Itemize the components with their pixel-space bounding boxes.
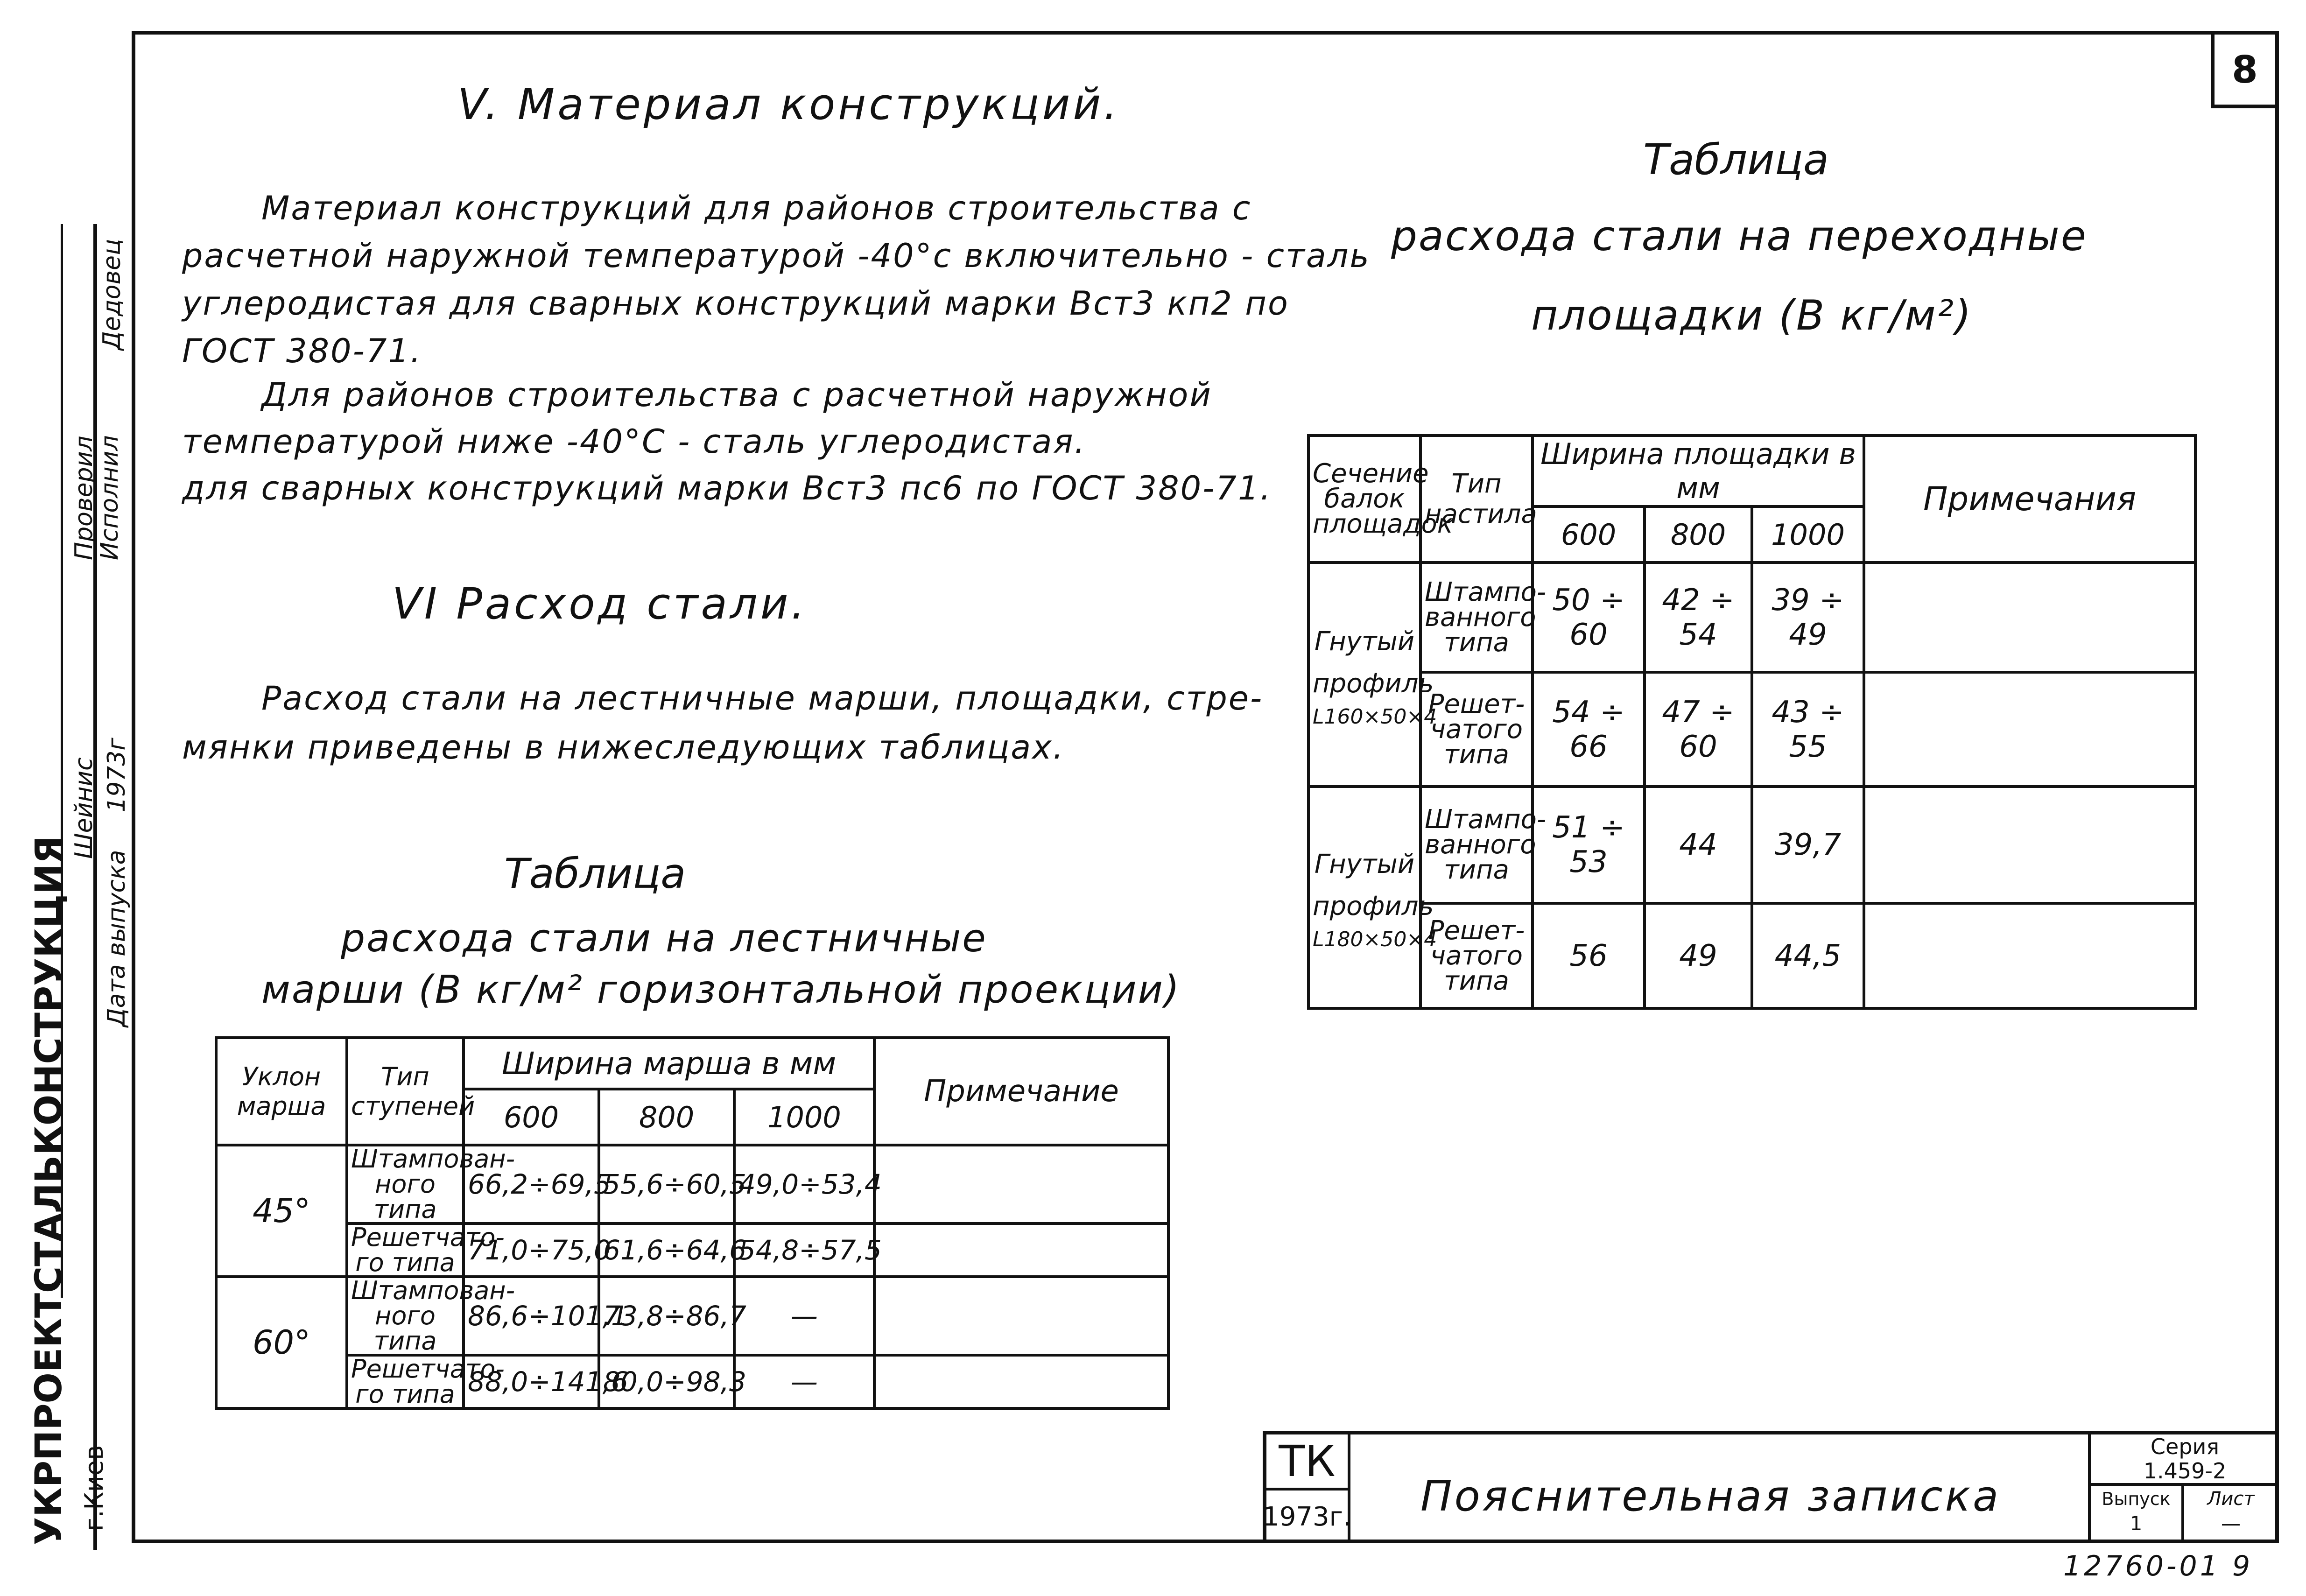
stamp-year: 1973г.	[1266, 1491, 1350, 1543]
side-name-1: Шейнис	[70, 757, 98, 859]
side-title-block	[0, 224, 132, 1550]
stamp-sheet-label: Лист	[2207, 1488, 2255, 1510]
section5-line-7: для сварных конструкций марки Вст3 пс6 по ГОСТ 380-71.	[182, 469, 1272, 507]
table2-row2-800: 47 ÷ 60	[1645, 672, 1752, 787]
table2-row4-800: 49	[1645, 903, 1752, 1008]
table1-row1-1000: 49,0÷53,4	[734, 1145, 874, 1223]
side-name-2: Дедовец	[98, 239, 126, 350]
table2-row1-1000: 39 ÷ 49	[1752, 562, 1864, 672]
table1-row4-type: Решетчато-го типа	[347, 1355, 464, 1408]
table2-header-type: Тип настила	[1420, 436, 1533, 562]
section5-line-3: углеродистая для сварных конструкций марки Вст3 кп2 по	[182, 284, 1289, 323]
table1-row4-note	[874, 1355, 1168, 1408]
section5-line-4: ГОСТ 380-71.	[182, 332, 422, 370]
table2-header-600: 600	[1533, 506, 1645, 562]
table1-title: Таблица	[504, 850, 686, 898]
table1-row1-note	[874, 1145, 1168, 1223]
side-role-1: Проверил	[70, 436, 98, 560]
table1-row4-1000: —	[734, 1355, 874, 1408]
table1-row3-1000: —	[734, 1277, 874, 1355]
table1-row2-800: 61,6÷64,6	[599, 1223, 734, 1277]
side-date-label: Дата выпуска	[103, 850, 131, 1027]
table1-row1-type: Штампован-ного типа	[347, 1145, 464, 1223]
table1-header-slope: Уклон марша	[216, 1038, 347, 1145]
side-divider	[93, 224, 97, 1550]
table1-header-width: Ширина марша в мм	[464, 1038, 874, 1089]
table2-header-1000: 1000	[1752, 506, 1864, 562]
side-role-2: Исполнил	[96, 435, 124, 560]
table1-row4-800: 80,0÷98,3	[599, 1355, 734, 1408]
table2-group2-profile: Гнутый профиль	[1313, 849, 1434, 921]
table1-header-type: Тип ступеней	[347, 1038, 464, 1145]
table2-header-note: Примечания	[1864, 436, 2195, 562]
table1-header-note: Примечание	[874, 1038, 1168, 1145]
table2-row3-600: 51 ÷ 53	[1533, 787, 1645, 903]
table2-group2-size: L180×50×4	[1313, 928, 1437, 951]
table2-row4-1000: 44,5	[1752, 903, 1864, 1008]
table2-header-800: 800	[1645, 506, 1752, 562]
bottom-code: 12760-01 9	[2063, 1550, 2253, 1582]
table2-subtitle-2: площадки (В кг/м²)	[1531, 291, 1973, 339]
side-year: 1973г	[103, 738, 131, 812]
table2-platforms	[1307, 434, 2197, 1010]
table1-row3-note	[874, 1277, 1168, 1355]
stamp-title: Пояснительная записка	[1420, 1472, 2001, 1521]
table2-header-section: Сечение балок площадок	[1308, 436, 1420, 562]
section5-line-2: расчетной наружной температурой -40°с включительно - сталь	[182, 237, 1371, 275]
side-city: г.Киев	[79, 1445, 109, 1531]
table1-slope-45: 45°	[216, 1145, 347, 1277]
table2-group-2	[1308, 787, 1437, 1008]
table2-row2-note	[1864, 672, 2195, 787]
table1-header-800: 800	[599, 1089, 734, 1145]
table1-subtitle-1: расхода стали на лестничные	[341, 916, 987, 961]
table1-row2-note	[874, 1223, 1168, 1277]
table1-row2-600: 71,0÷75,0	[464, 1223, 599, 1277]
table2-row1-800: 42 ÷ 54	[1645, 562, 1752, 672]
table2-group1-profile: Гнутый профиль	[1313, 626, 1434, 699]
table2-row3-note	[1864, 787, 2195, 903]
section6-title: VI Расход стали.	[392, 579, 808, 629]
section6-line-1: Расход стали на лестничные марши, площадки, стре-	[261, 679, 1264, 717]
table2-row3-1000: 39,7	[1752, 787, 1864, 903]
side-org: УКРПРОЕКТСТАЛЬКОНСТРУКЦИЯ	[28, 836, 70, 1545]
table2-row2-600: 54 ÷ 66	[1533, 672, 1645, 787]
stamp-series: 1.459-2	[2143, 1458, 2227, 1484]
stamp-series-cell	[2091, 1434, 2279, 1486]
section5-line-1: Материал конструкций для районов строительства с	[261, 189, 1252, 227]
section6-line-2: мянки приведены в нижеследующих таблицах.	[182, 728, 1065, 766]
stamp-sheet-cell	[2184, 1486, 2278, 1540]
table2-group1-size: L160×50×4	[1313, 704, 1437, 729]
table1-row3-800: 73,8÷86,7	[599, 1277, 734, 1355]
section5-title: V. Материал конструкций.	[457, 79, 1120, 129]
table1-row1-800: 55,6÷60,5	[599, 1145, 734, 1223]
stamp-org: ТК	[1266, 1434, 1350, 1491]
table1-row2-1000: 54,8÷57,5	[734, 1223, 874, 1277]
table2-row3-800: 44	[1645, 787, 1752, 903]
table2-row2-1000: 43 ÷ 55	[1752, 672, 1864, 787]
table1-slope-60: 60°	[216, 1277, 347, 1408]
table2-row1-note	[1864, 562, 2195, 672]
table2-row4-type: Решет-чатого типа	[1420, 903, 1533, 1008]
sheet-number: 8	[2211, 31, 2279, 108]
table2-row4-note	[1864, 903, 2195, 1008]
table2-header-width: Ширина площадки в мм	[1533, 436, 1864, 506]
table1-row3-type: Штампован-ного типа	[347, 1277, 464, 1355]
table2-row1-600: 50 ÷ 60	[1533, 562, 1645, 672]
table1-header-600: 600	[464, 1089, 599, 1145]
table2-row1-type: Штампо-ванного типа	[1420, 562, 1533, 672]
table1-stairs	[215, 1036, 1170, 1410]
stamp-sheet: —	[2221, 1512, 2241, 1535]
table2-row4-600: 56	[1533, 903, 1645, 1008]
table2-row2-type: Решет-чатого типа	[1420, 672, 1533, 787]
stamp-issue-cell	[2091, 1486, 2184, 1540]
table2-subtitle-1: расхода стали на переходные	[1391, 212, 2088, 260]
stamp-issue: 1	[2130, 1512, 2143, 1535]
section5-line-6: температурой ниже -40°С - сталь углеродистая.	[182, 422, 1086, 461]
table1-header-1000: 1000	[734, 1089, 874, 1145]
table2-title: Таблица	[1643, 135, 1829, 184]
table2-row3-type: Штампо-ванного типа	[1420, 787, 1533, 903]
table1-subtitle-2: марши (В кг/м² горизонтальной проекции)	[261, 968, 1181, 1012]
table2-group-1	[1308, 562, 1437, 787]
table1-row3-600: 86,6÷101,1	[464, 1277, 599, 1355]
stamp-right	[2088, 1434, 2279, 1543]
stamp-block	[1263, 1431, 2279, 1543]
table1-row4-600: 88,0÷141,6	[464, 1355, 599, 1408]
table1-row2-type: Решетчато-го типа	[347, 1223, 464, 1277]
stamp-issue-label: Выпуск	[2102, 1489, 2171, 1509]
table1-row1-600: 66,2÷69,5	[464, 1145, 599, 1223]
stamp-series-label: Серия	[2150, 1434, 2220, 1459]
section5-line-5: Для районов строительства с расчетной наружной	[261, 376, 1212, 414]
